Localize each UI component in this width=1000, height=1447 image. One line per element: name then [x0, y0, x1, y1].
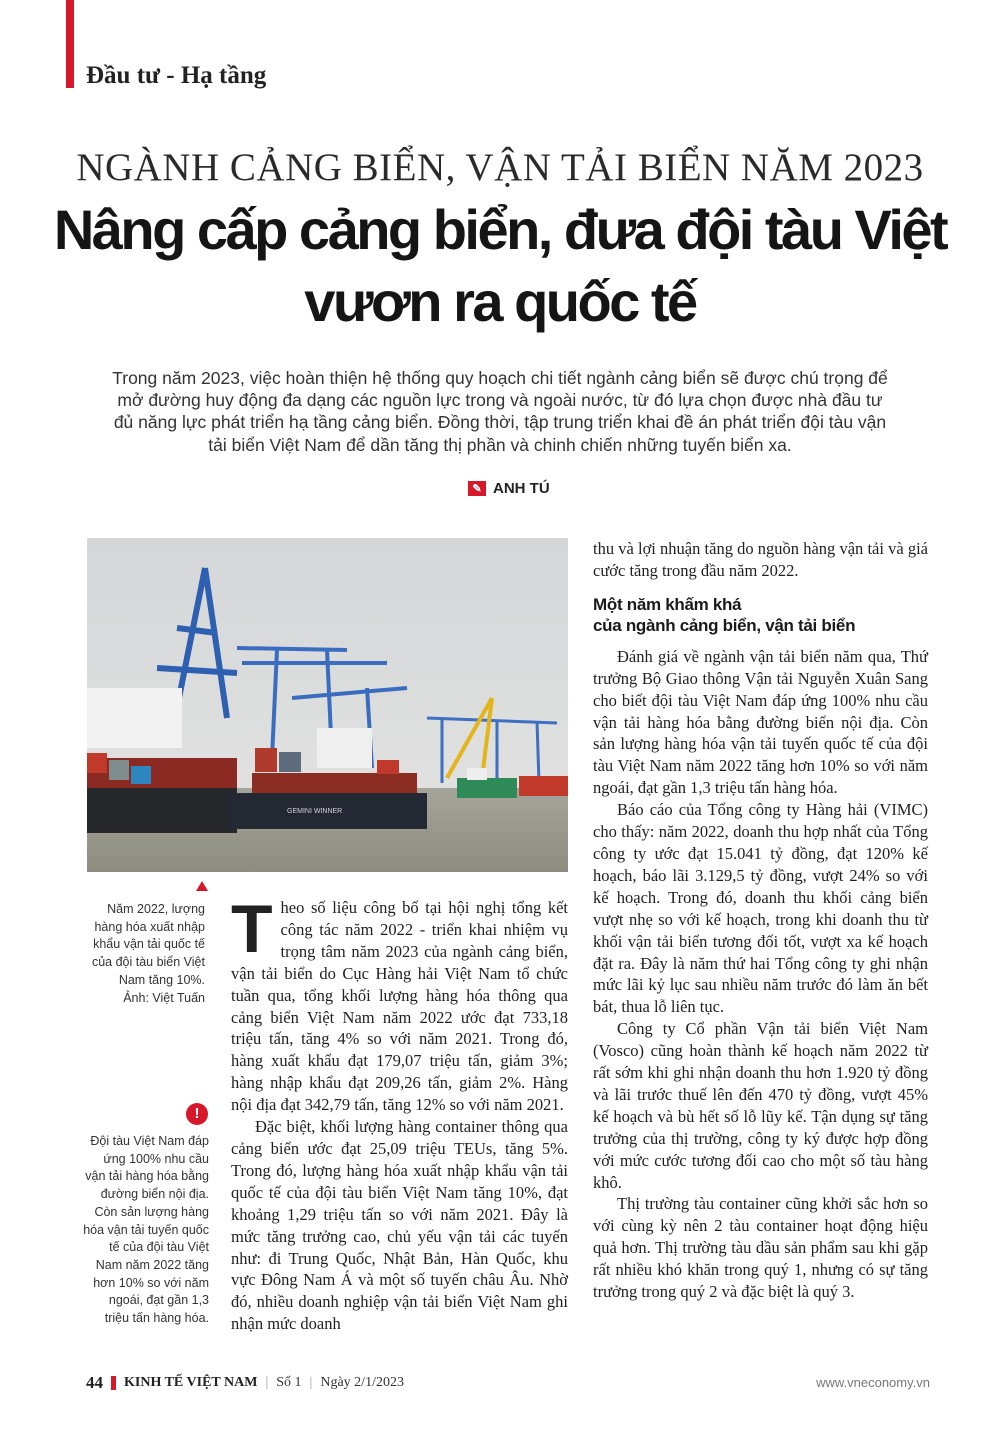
subheading-line-1: Một năm khấm khá — [593, 594, 742, 614]
footer-separator: | — [309, 1375, 313, 1390]
magazine-name: KINH TẾ VIỆT NAM — [124, 1375, 258, 1390]
headline-line-1: Nâng cấp cảng biển, đưa đội tàu Việt — [53, 198, 947, 261]
sidebar-note: Đội tàu Việt Nam đáp ứng 100% nhu cầu vận tải hàng hóa bằng đường biển nội địa. Còn sản lượng hàng hóa vận tải tuyến quốc tế của đội tàu Việt Nam năm 2022 tăng hơn 10% so với năm ngoái, đạt gần 1,3 triệu tấn hàng hóa. — [83, 1134, 209, 1326]
ship-name-label: GEMINI WINNER — [287, 808, 343, 815]
paragraph-5: Công ty Cổ phần Vận tải biển Việt Nam (Vosco) cũng hoàn thành kế hoạch năm 2022 từ rất sớm khi ghi nhận doanh thu hơn 1.920 tỷ đồng và lãi trước thuế lên đến 470 tỷ đồng, vượt 45% kế hoạch và bù hết số lỗ lũy kế. Tận dụng sự tăng trưởng của thị trường, công ty ký được hợp đồng với mức cước tương đối cao cho một số tàu hàng khô. — [593, 1019, 928, 1192]
pen-icon: ✎ — [468, 481, 486, 496]
byline — [468, 480, 550, 497]
subheading — [593, 594, 928, 636]
column-left — [231, 891, 568, 1335]
dropcap: T — [231, 891, 273, 967]
section-label: Đầu tư - Hạ tầng — [86, 62, 267, 89]
port-photo-illustration — [87, 538, 568, 872]
paragraph-3: Đánh giá về ngành vận tải biển năm qua, Thứ trưởng Bộ Giao thông Vận tải Nguyễn Xuân Sang cho biết đội tàu Việt Nam đáp ứng 100% nhu cầu vận tải hàng hóa bằng đường biển nội địa. Còn sản lượng hàng hóa vận tải tuyến quốc tế của đội tàu Việt Nam năm 2022 tăng hơn 10% so với năm ngoái, đạt gần 1,3 triệu tấn hàng hóa. — [593, 646, 928, 798]
subheading-line-2: của ngành cảng biển, vận tải biển — [593, 615, 856, 635]
author-name: ANH TÚ — [493, 480, 550, 497]
paragraph-4: Báo cáo của Tổng công ty Hàng hải (VIMC) cho thấy: năm 2022, doanh thu hợp nhất của Tổng công ty ước đạt 15.041 tỷ đồng, đạt 120% kế hoạch, báo lãi 3.129,5 tỷ đồng, vượt 24% so với kế hoạch. Trong đó, doanh thu khối cảng biển vượt nhẹ so với kế hoạch, trong khi doanh thu từ khối vận tải biển tương đối tốt, vượt xa kế hoạch đặt ra. Đây là năm thứ hai Tổng công ty ghi nhận mức lãi kỷ lục sau nhiều năm trước đó làm ăn bết bát, thua lỗ liên tục. — [593, 800, 928, 1017]
page-footer — [86, 1373, 404, 1393]
section-accent-bar — [66, 0, 74, 88]
page-number: 44 — [86, 1373, 103, 1392]
caption-triangle-icon — [196, 881, 208, 891]
caption-credit: Ảnh: Việt Tuấn — [123, 990, 205, 1005]
paragraph-6: Thị trường tàu container cũng khởi sắc hơn so với cùng kỳ nên 2 tàu container hoạt động hiệu quả hơn. Thị trường tàu dầu sản phẩm sau khi gặp rất nhiều khó khăn trong quý 1, nhưng có sự tăng trưởng trong quý 2 và đặc biệt là quý 3. — [593, 1194, 928, 1302]
caption-text: Năm 2022, lượng hàng hóa xuất nhập khẩu vận tải quốc tế của đội tàu biển Việt Nam tăng 10%. — [91, 902, 205, 987]
column-right — [593, 538, 928, 1303]
paragraph-2: Đặc biệt, khối lượng hàng container thông qua cảng biển ước đạt 25,09 triệu TEUs, tăng 5%. Trong đó, lượng hàng hóa xuất nhập khẩu vận tải quốc tế của đội tàu biển Việt Nam tăng 10%, đạt khoảng 1,29 triệu tấn so với năm 2021. Đây là mức tăng trưởng cao, chủ yếu vận tải các tuyến như: đi Trung Quốc, Nhật Bản, Hàn Quốc, khu vực Đông Nam Á và một số tuyến châu Âu. Nhờ đó, nhiều doanh nghiệp vận tải biển Việt Nam ghi nhận mức doanh — [231, 1117, 568, 1334]
paragraph-1-text: heo số liệu công bố tại hội nghị tổng kết công tác năm 2022 - triển khai nhiệm vụ trọng tâm năm 2023 của ngành cảng biển, vận tải biển do Cục Hàng hải Việt Nam tổ chức tuần qua, tổng khối lượng hàng hóa thông qua cảng biển Việt Nam năm 2022 ước đạt 733,18 triệu tấn, tăng 4% so với năm 2021. Trong đó, hàng xuất khẩu đạt 179,07 triệu tấn, giảm 3%; hàng nhập khẩu đạt 209,26 tấn, giảm 2%. Hàng nội địa đạt 342,79 tấn, tăng 12% so với năm 2021. — [231, 898, 568, 1115]
article-kicker: NGÀNH CẢNG BIỂN, VẬN TẢI BIỂN NĂM 2023 — [76, 146, 924, 189]
ship-red — [519, 776, 568, 796]
issue-date: Ngày 2/1/2023 — [320, 1375, 404, 1390]
headline-line-2: vươn ra quốc tế — [304, 270, 696, 333]
photo-caption — [82, 901, 205, 1007]
footer-accent — [111, 1376, 116, 1390]
footer-separator: | — [265, 1375, 269, 1390]
article-lead: Trong năm 2023, việc hoàn thiện hệ thống quy hoạch chi tiết ngành cảng biển sẽ được chú trọng để mở đường huy động đa dạng các nguồn lực trong và ngoài nước, từ đó lựa chọn được nhà đầu tư đủ năng lực phát triển hạ tầng cảng biển. Đồng thời, tập trung triển khai đề án phát triển đội tàu vận tải biển Việt Nam để dần tăng thị phần và chinh chiến những tuyến biển xa. — [112, 368, 888, 455]
article-photo — [87, 538, 568, 872]
paragraph-1 — [231, 891, 568, 1116]
website-link[interactable]: www.vneconomy.vn — [816, 1375, 930, 1390]
paragraph-2-continued: thu và lợi nhuận tăng do nguồn hàng vận tải và giá cước tăng trong đầu năm 2022. — [593, 539, 928, 580]
issue-number: Số 1 — [276, 1375, 302, 1390]
article-headline — [40, 194, 960, 338]
exclamation-icon: ! — [186, 1103, 208, 1125]
